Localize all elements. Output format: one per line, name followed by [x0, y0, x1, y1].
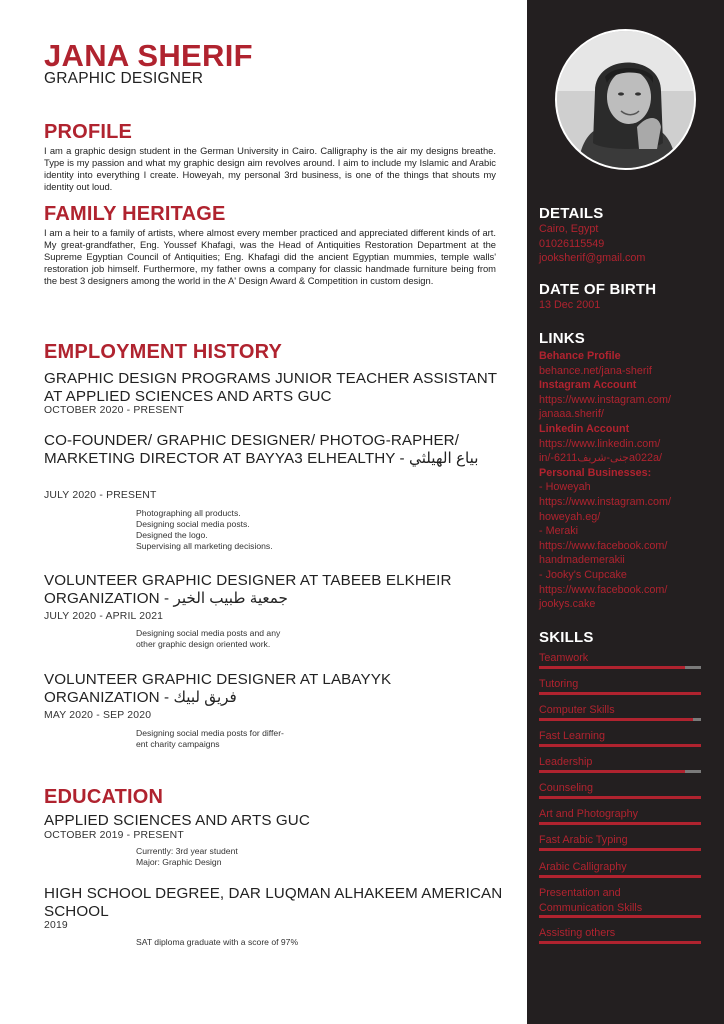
job-description	[136, 508, 336, 552]
profile-heading: PROFILE	[44, 121, 133, 143]
skill-item	[539, 651, 701, 666]
skill-item	[539, 677, 701, 692]
job-date: MAY 2020 - SEP 2020	[44, 710, 152, 721]
skill-name: Art and Photography	[539, 808, 639, 820]
education-date: 2019	[44, 920, 68, 931]
education-description	[136, 937, 336, 948]
education-date: OCTOBER 2019 - PRESENT	[44, 830, 184, 841]
skill-bar	[539, 941, 701, 944]
skill-bar	[539, 718, 701, 721]
skill-item	[539, 755, 701, 770]
skill-bar	[539, 666, 701, 669]
skill-bar	[539, 770, 701, 773]
business-name: - Howeyah	[539, 481, 591, 494]
skill-item	[539, 703, 701, 718]
details-heading: DETAILS	[539, 205, 604, 222]
skill-name: Presentation and Communication Skills	[539, 887, 643, 914]
skill-bar-fill	[539, 744, 701, 747]
heritage-heading: FAMILY HERITAGE	[44, 203, 226, 225]
education-desc-line: Major: Graphic Design	[136, 857, 222, 867]
education-title: HIGH SCHOOL DEGREE, DAR LUQMAN ALHAKEEM AMERICAN SCHOOL	[44, 885, 503, 920]
link-label: Personal Businesses:	[539, 466, 652, 479]
link-url[interactable]: https://www.instagram.com/	[539, 393, 672, 406]
skill-bar-fill	[539, 822, 701, 825]
skill-item	[539, 860, 701, 875]
skill-bar-fill	[539, 770, 685, 773]
portrait-image	[557, 31, 696, 170]
link-url[interactable]: handmademerakii	[539, 554, 625, 567]
skill-name: Fast Learning	[539, 730, 606, 742]
education-description	[136, 846, 336, 868]
location-text: Cairo, Egypt	[539, 223, 599, 235]
link-label[interactable]: Linkedin Account	[539, 422, 630, 435]
skill-name: Fast Arabic Typing	[539, 834, 628, 846]
job-title: VOLUNTEER GRAPHIC DESIGNER AT LABAYYK ORGANIZATION - فريق لبيك	[44, 671, 392, 706]
job-description	[136, 628, 336, 650]
link-url[interactable]: https://www.linkedin.com/	[539, 437, 661, 450]
heritage-text: I am a heir to a family of artists, where almost every member practiced and appreciated different kinds of art. My great-grandfather, Eng. Youssef Khafagi, was the Head of Antiquities Restoration Department at the Supreme Egyptian Council of Antiquities; Eng. Khafagi did the ancient Egyptian mummies, temple walls' restoration job himself. Furthermore, my father owns a company for classic handmade furniture being from the best 3 designers among the world in the A' Design Award & Competition in custom design.	[44, 227, 496, 286]
job-title: VOLUNTEER GRAPHIC DESIGNER AT TABEEB ELKHEIR ORGANIZATION - جمعية طبيب الخير	[44, 572, 452, 607]
education-heading: EDUCATION	[44, 786, 164, 808]
link-url[interactable]: in/-جنى-شريف6211a022a/	[539, 452, 662, 465]
skill-bar	[539, 796, 701, 799]
skill-name: Assisting others	[539, 927, 616, 939]
person-title: GRAPHIC DESIGNER	[44, 70, 204, 87]
job-desc-line: other graphic design oriented work.	[136, 639, 271, 649]
job-desc-line: Designed the logo.	[136, 530, 208, 540]
job-title: GRAPHIC DESIGN PROGRAMS JUNIOR TEACHER ASSISTANT AT APPLIED SCIENCES AND ARTS GUC	[44, 370, 497, 405]
skill-item	[539, 926, 701, 941]
business-name: - Jooky's Cupcake	[539, 568, 627, 581]
link-url[interactable]: https://www.facebook.com/	[539, 583, 668, 596]
skill-bar-fill	[539, 692, 701, 695]
link-url[interactable]: howeyah.eg/	[539, 510, 601, 523]
skill-item	[539, 886, 659, 915]
skill-bar-fill	[539, 848, 701, 851]
details-list	[539, 222, 645, 266]
link-url[interactable]: janaaa.sherif/	[539, 408, 604, 421]
job-desc-line: ent charity campaigns	[136, 739, 220, 749]
job-date: JULY 2020 - PRESENT	[44, 490, 157, 501]
skill-bar	[539, 744, 701, 747]
skill-bar-fill	[539, 666, 685, 669]
business-name: - Meraki	[539, 525, 578, 538]
person-name: JANA SHERIF	[44, 38, 253, 73]
skill-bar-fill	[539, 941, 701, 944]
skill-name: Leadership	[539, 756, 593, 768]
link-label[interactable]: Behance Profile	[539, 350, 621, 362]
skill-bar-fill	[539, 718, 693, 721]
skill-bar	[539, 848, 701, 851]
job-desc-line: Photographing all products.	[136, 508, 241, 518]
skill-bar-fill	[539, 796, 701, 799]
link-url[interactable]: behance.net/jana-sherif	[539, 364, 652, 377]
skill-name: Computer Skills	[539, 704, 615, 716]
phone-text[interactable]: 01026115549	[539, 237, 605, 250]
job-desc-line: Designing social media posts.	[136, 519, 250, 529]
job-date: OCTOBER 2020 - PRESENT	[44, 405, 184, 416]
profile-text: I am a graphic design student in the German University in Cairo. Calligraphy is the air my designs breathe. Type is my passion and what my graphic design aim revolves around. I aim to include my Islamic and Arabic identity into everything I create. Howeyah, my personal 3rd business, is one of the things that shouts my identity out loud.	[44, 145, 496, 192]
link-url[interactable]: https://www.instagram.com/	[539, 495, 672, 508]
skill-item	[539, 729, 701, 744]
skill-item	[539, 807, 701, 822]
skill-name: Teamwork	[539, 652, 589, 664]
employment-heading: EMPLOYMENT HISTORY	[44, 341, 283, 363]
skills-heading: SKILLS	[539, 629, 594, 646]
skill-name: Tutoring	[539, 678, 579, 690]
birth-date: 13 Dec 2001	[539, 299, 601, 311]
link-label[interactable]: Instagram Account	[539, 379, 637, 392]
skill-bar-fill	[539, 875, 701, 878]
sidebar	[527, 0, 724, 1024]
education-title: APPLIED SCIENCES AND ARTS GUC	[44, 812, 310, 829]
skill-bar-fill	[539, 915, 701, 918]
education-desc-line: SAT diploma graduate with a score of 97%	[136, 937, 299, 947]
education-desc-line: Currently: 3rd year student	[136, 846, 238, 856]
job-description	[136, 728, 336, 750]
job-title: CO-FOUNDER/ GRAPHIC DESIGNER/ PHOTOG-RAPHER/ MARKETING DIRECTOR AT BAYYA3 ELHEALTHY - بياع الهيلثي	[44, 432, 479, 467]
skill-bar	[539, 692, 701, 695]
links-list	[539, 349, 719, 612]
birth-heading: DATE OF BIRTH	[539, 281, 657, 298]
skill-bar	[539, 915, 701, 918]
skill-name: Counseling	[539, 782, 594, 794]
skill-name: Arabic Calligraphy	[539, 861, 627, 873]
link-url[interactable]: jookys.cake	[539, 598, 596, 611]
profile-photo	[555, 29, 696, 170]
skill-item	[539, 833, 701, 848]
email-link[interactable]: jooksherif@gmail.com	[539, 252, 646, 265]
link-url[interactable]: https://www.facebook.com/	[539, 539, 668, 552]
job-desc-line: Designing social media posts and any	[136, 628, 281, 638]
skill-bar	[539, 875, 701, 878]
skill-bar	[539, 822, 701, 825]
job-desc-line: Supervising all marketing decisions.	[136, 541, 273, 551]
job-desc-line: Designing social media posts for differ-	[136, 728, 284, 738]
job-date: JULY 2020 - APRIL 2021	[44, 611, 164, 622]
skill-item	[539, 781, 701, 796]
links-heading: LINKS	[539, 330, 585, 347]
